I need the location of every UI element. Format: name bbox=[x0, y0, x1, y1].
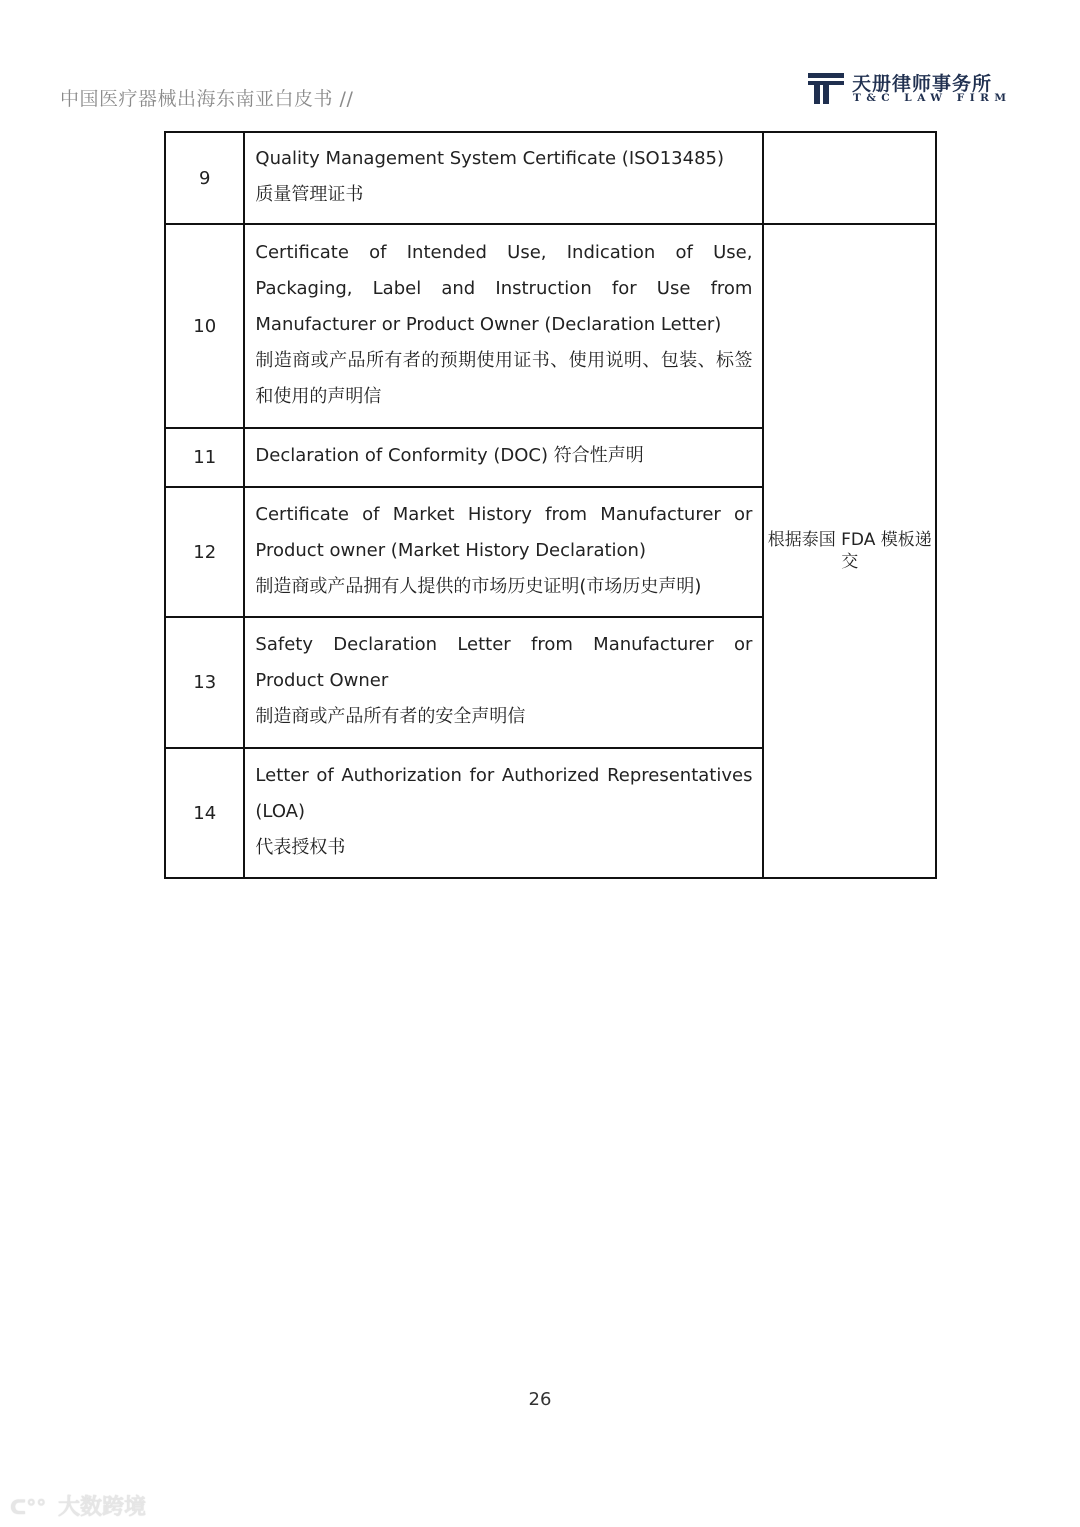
firm-name-cn: 天册律师事务所 bbox=[852, 73, 993, 95]
row-number: 12 bbox=[165, 487, 244, 617]
watermark-icon: ᑕ°° bbox=[10, 1495, 47, 1519]
firm-name-en: T&C LAW FIRM bbox=[853, 92, 1012, 104]
firm-logo bbox=[808, 70, 1013, 110]
firm-logo-icon bbox=[808, 70, 844, 106]
description-cn: 制造商或产品所有者的安全声明信 bbox=[255, 706, 526, 727]
description-en: Certificate of Intended Use, Indication of Use, Packaging, Label and Instruction for Use from Manufacturer or Product Owner (Declaration Letter) bbox=[255, 241, 753, 335]
watermark bbox=[10, 1490, 146, 1521]
watermark-text: 大数跨境 bbox=[57, 1495, 146, 1520]
page-number: 26 bbox=[528, 1389, 552, 1410]
description-cn: 制造商或产品所有者的预期使用证书、使用说明、包装、标签和使用的声明信 bbox=[255, 349, 753, 407]
document-table bbox=[164, 131, 937, 879]
table-row bbox=[165, 132, 936, 224]
row-description bbox=[244, 224, 763, 428]
description-cn: 质量管理证书 bbox=[255, 183, 364, 205]
description-cn: 代表授权书 bbox=[255, 836, 346, 858]
row-note-empty bbox=[763, 132, 936, 224]
row-description bbox=[244, 617, 763, 748]
description-en: Letter of Authorization for Authorized Representatives (LOA) bbox=[255, 764, 753, 822]
description-en: Safety Declaration Letter from Manufacturer or Product Owner bbox=[255, 634, 753, 691]
row-number: 14 bbox=[165, 748, 244, 878]
table-row bbox=[165, 224, 936, 428]
header-title: 中国医疗器械出海东南亚白皮书 // bbox=[60, 88, 354, 110]
description-cn: 制造商或产品拥有人提供的市场历史证明(市场历史声明) bbox=[255, 575, 702, 597]
row-number: 11 bbox=[165, 428, 244, 487]
submission-note: 根据泰国 FDA 模板递交 bbox=[763, 224, 936, 878]
row-description bbox=[244, 428, 763, 487]
row-number: 10 bbox=[165, 224, 244, 428]
row-number: 13 bbox=[165, 617, 244, 748]
row-number: 9 bbox=[165, 132, 244, 224]
row-description bbox=[244, 748, 763, 878]
description-en: Declaration of Conformity (DOC) 符合性声明 bbox=[255, 445, 644, 466]
row-description bbox=[244, 132, 763, 224]
row-description bbox=[244, 487, 763, 617]
description-en: Quality Management System Certificate (ISO13485) bbox=[255, 147, 725, 169]
description-en: Certificate of Market History from Manufacturer or Product owner (Market History Declaration) bbox=[255, 503, 753, 561]
